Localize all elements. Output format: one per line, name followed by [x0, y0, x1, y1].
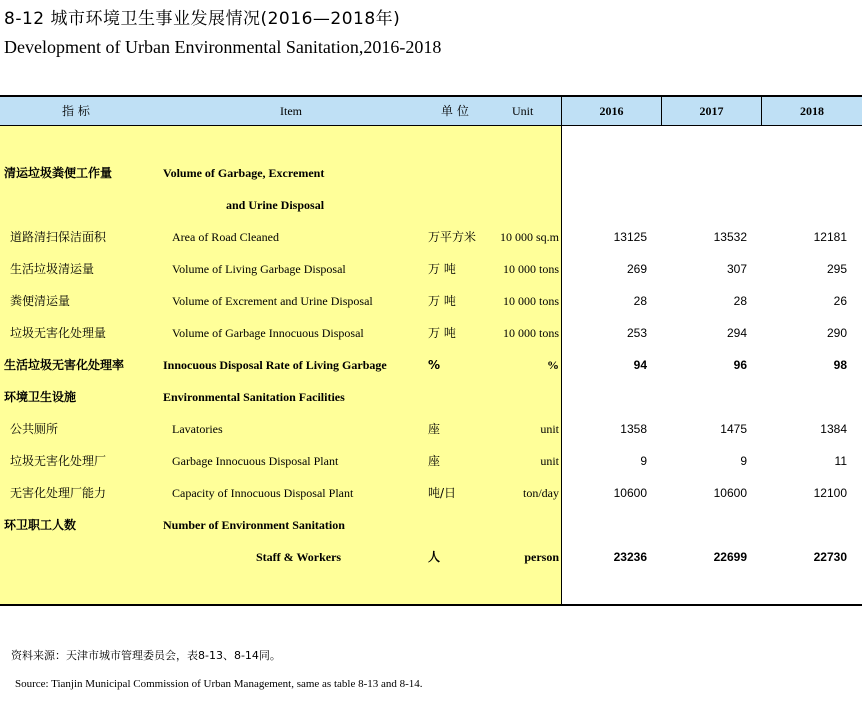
row-unit-en [470, 387, 559, 407]
value-2017: 9 [740, 454, 747, 468]
row-unit-en: unit [540, 454, 559, 468]
row-unit-cn: 万 吨 [428, 294, 456, 308]
row-label-en: Lavatories [172, 422, 223, 436]
value-2018: 12100 [813, 486, 847, 500]
row-label-cn: 环境卫生设施 [4, 390, 77, 404]
row-unit-cn: 座 [428, 454, 441, 468]
value-2016: 28 [633, 294, 647, 308]
value-2016 [562, 515, 647, 535]
row-unit-en [470, 515, 559, 535]
row-unit-cn: 吨/日 [428, 486, 457, 500]
value-2018 [762, 195, 847, 215]
row-label-cn: 清运垃圾粪便工作量 [4, 166, 113, 180]
row-label-en: Garbage Innocuous Disposal Plant [172, 454, 339, 468]
header-bottom-rule [0, 125, 862, 126]
value-2018: 290 [826, 326, 847, 340]
row-label-cn: 粪便清运量 [10, 294, 71, 308]
row-label-cn: 环卫职工人数 [4, 518, 77, 532]
value-2016: 13125 [613, 230, 647, 244]
row-unit-en: 10 000 tons [502, 294, 559, 308]
row-label-en: Volume of Excrement and Urine Disposal [172, 294, 373, 308]
header-year-2016: 2016 [599, 104, 624, 118]
row-unit-en: unit [540, 422, 559, 436]
row-unit-en: ton/day [523, 486, 559, 500]
row-label-cn: 生活垃圾清运量 [10, 262, 95, 276]
value-2017: 10600 [713, 486, 747, 500]
value-2016: 10600 [613, 486, 647, 500]
value-2017 [662, 515, 747, 535]
row-unit-cn: 万 吨 [428, 262, 456, 276]
page-title-en: Development of Urban Environmental Sanitation,2016-2018 [4, 37, 442, 57]
value-2018 [762, 515, 847, 535]
row-unit-cn: 万平方米 [428, 230, 477, 244]
source-note-en: Source: Tianjin Municipal Commission of Urban Management, same as table 8-13 and 8-14. [15, 678, 423, 690]
row-label-en: Capacity of Innocuous Disposal Plant [172, 486, 354, 500]
value-2016 [562, 163, 647, 183]
value-2016: 23236 [613, 550, 647, 564]
row-unit-en: 10 000 sq.m [499, 230, 559, 244]
page-title-cn: 8-12 城市环境卫生事业发展情况(2016—2018年) [4, 9, 401, 29]
header-year-2018: 2018 [800, 104, 824, 118]
row-label-en: Volume of Garbage Innocuous Disposal [172, 326, 364, 340]
value-2017 [662, 163, 747, 183]
row-unit-en: % [547, 358, 559, 372]
value-2017 [662, 195, 747, 215]
row-label-en: Volume of Garbage, Excrement [163, 166, 325, 180]
row-label-cn: 道路清扫保洁面积 [10, 230, 107, 244]
value-2018 [762, 387, 847, 407]
value-2018 [762, 163, 847, 183]
value-2017: 96 [733, 358, 747, 372]
value-2016: 269 [626, 262, 647, 276]
row-label-en: Number of Environment Sanitation [163, 518, 345, 532]
row-label-en: Staff & Workers [256, 550, 342, 564]
value-2017: 28 [733, 294, 747, 308]
row-label-cn: 垃圾无害化处理厂 [10, 454, 107, 468]
value-2017: 13532 [713, 230, 747, 244]
row-unit-en [470, 195, 559, 215]
row-label-en: Innocuous Disposal Rate of Living Garbage [163, 358, 387, 372]
header-year-2017: 2017 [699, 104, 724, 118]
table-bottom-rule [0, 604, 862, 606]
value-2018: 12181 [813, 230, 847, 244]
data-table [0, 95, 862, 606]
value-2016: 1358 [620, 422, 647, 436]
value-2017: 307 [726, 262, 747, 276]
value-2017: 294 [726, 326, 747, 340]
row-unit-cn: 万 吨 [428, 326, 456, 340]
row-label-cn: 生活垃圾无害化处理率 [4, 358, 125, 372]
value-2016: 253 [626, 326, 647, 340]
header-unit-cn: 单 位 [441, 104, 469, 118]
row-label-cn: 公共厕所 [10, 422, 59, 436]
header-item: Item [280, 104, 302, 118]
row-label-cn: 垃圾无害化处理量 [10, 326, 107, 340]
header-unit-en: Unit [512, 104, 534, 118]
row-unit-en: 10 000 tons [502, 326, 559, 340]
value-2018: 11 [834, 454, 847, 468]
header-indicator: 指 标 [62, 104, 90, 118]
row-label-en: Volume of Living Garbage Disposal [172, 262, 346, 276]
value-2017: 22699 [713, 550, 747, 564]
row-unit-en: 10 000 tons [502, 262, 559, 276]
value-2016: 94 [633, 358, 647, 372]
value-2016: 9 [640, 454, 647, 468]
value-2018: 295 [826, 262, 847, 276]
value-2016 [562, 195, 647, 215]
row-label-en: Environmental Sanitation Facilities [163, 390, 345, 404]
value-2016 [562, 387, 647, 407]
row-unit-cn: 人 [428, 550, 441, 564]
row-label-en: and Urine Disposal [226, 198, 325, 212]
value-2017: 1475 [720, 422, 747, 436]
value-2018: 22730 [813, 550, 847, 564]
value-2018: 98 [833, 358, 847, 372]
value-2018: 26 [833, 294, 847, 308]
row-unit-cn: 座 [428, 422, 441, 436]
row-unit-en: person [524, 550, 559, 564]
row-label-en: Area of Road Cleaned [172, 230, 279, 244]
value-2018: 1384 [820, 422, 847, 436]
source-note-cn: 资料来源：天津市城市管理委员会，表8-13、8-14同。 [11, 649, 281, 662]
value-2017 [662, 387, 747, 407]
row-unit-en [470, 163, 559, 183]
row-unit-cn: % [428, 358, 441, 372]
row-label-cn: 无害化处理厂能力 [10, 486, 107, 500]
